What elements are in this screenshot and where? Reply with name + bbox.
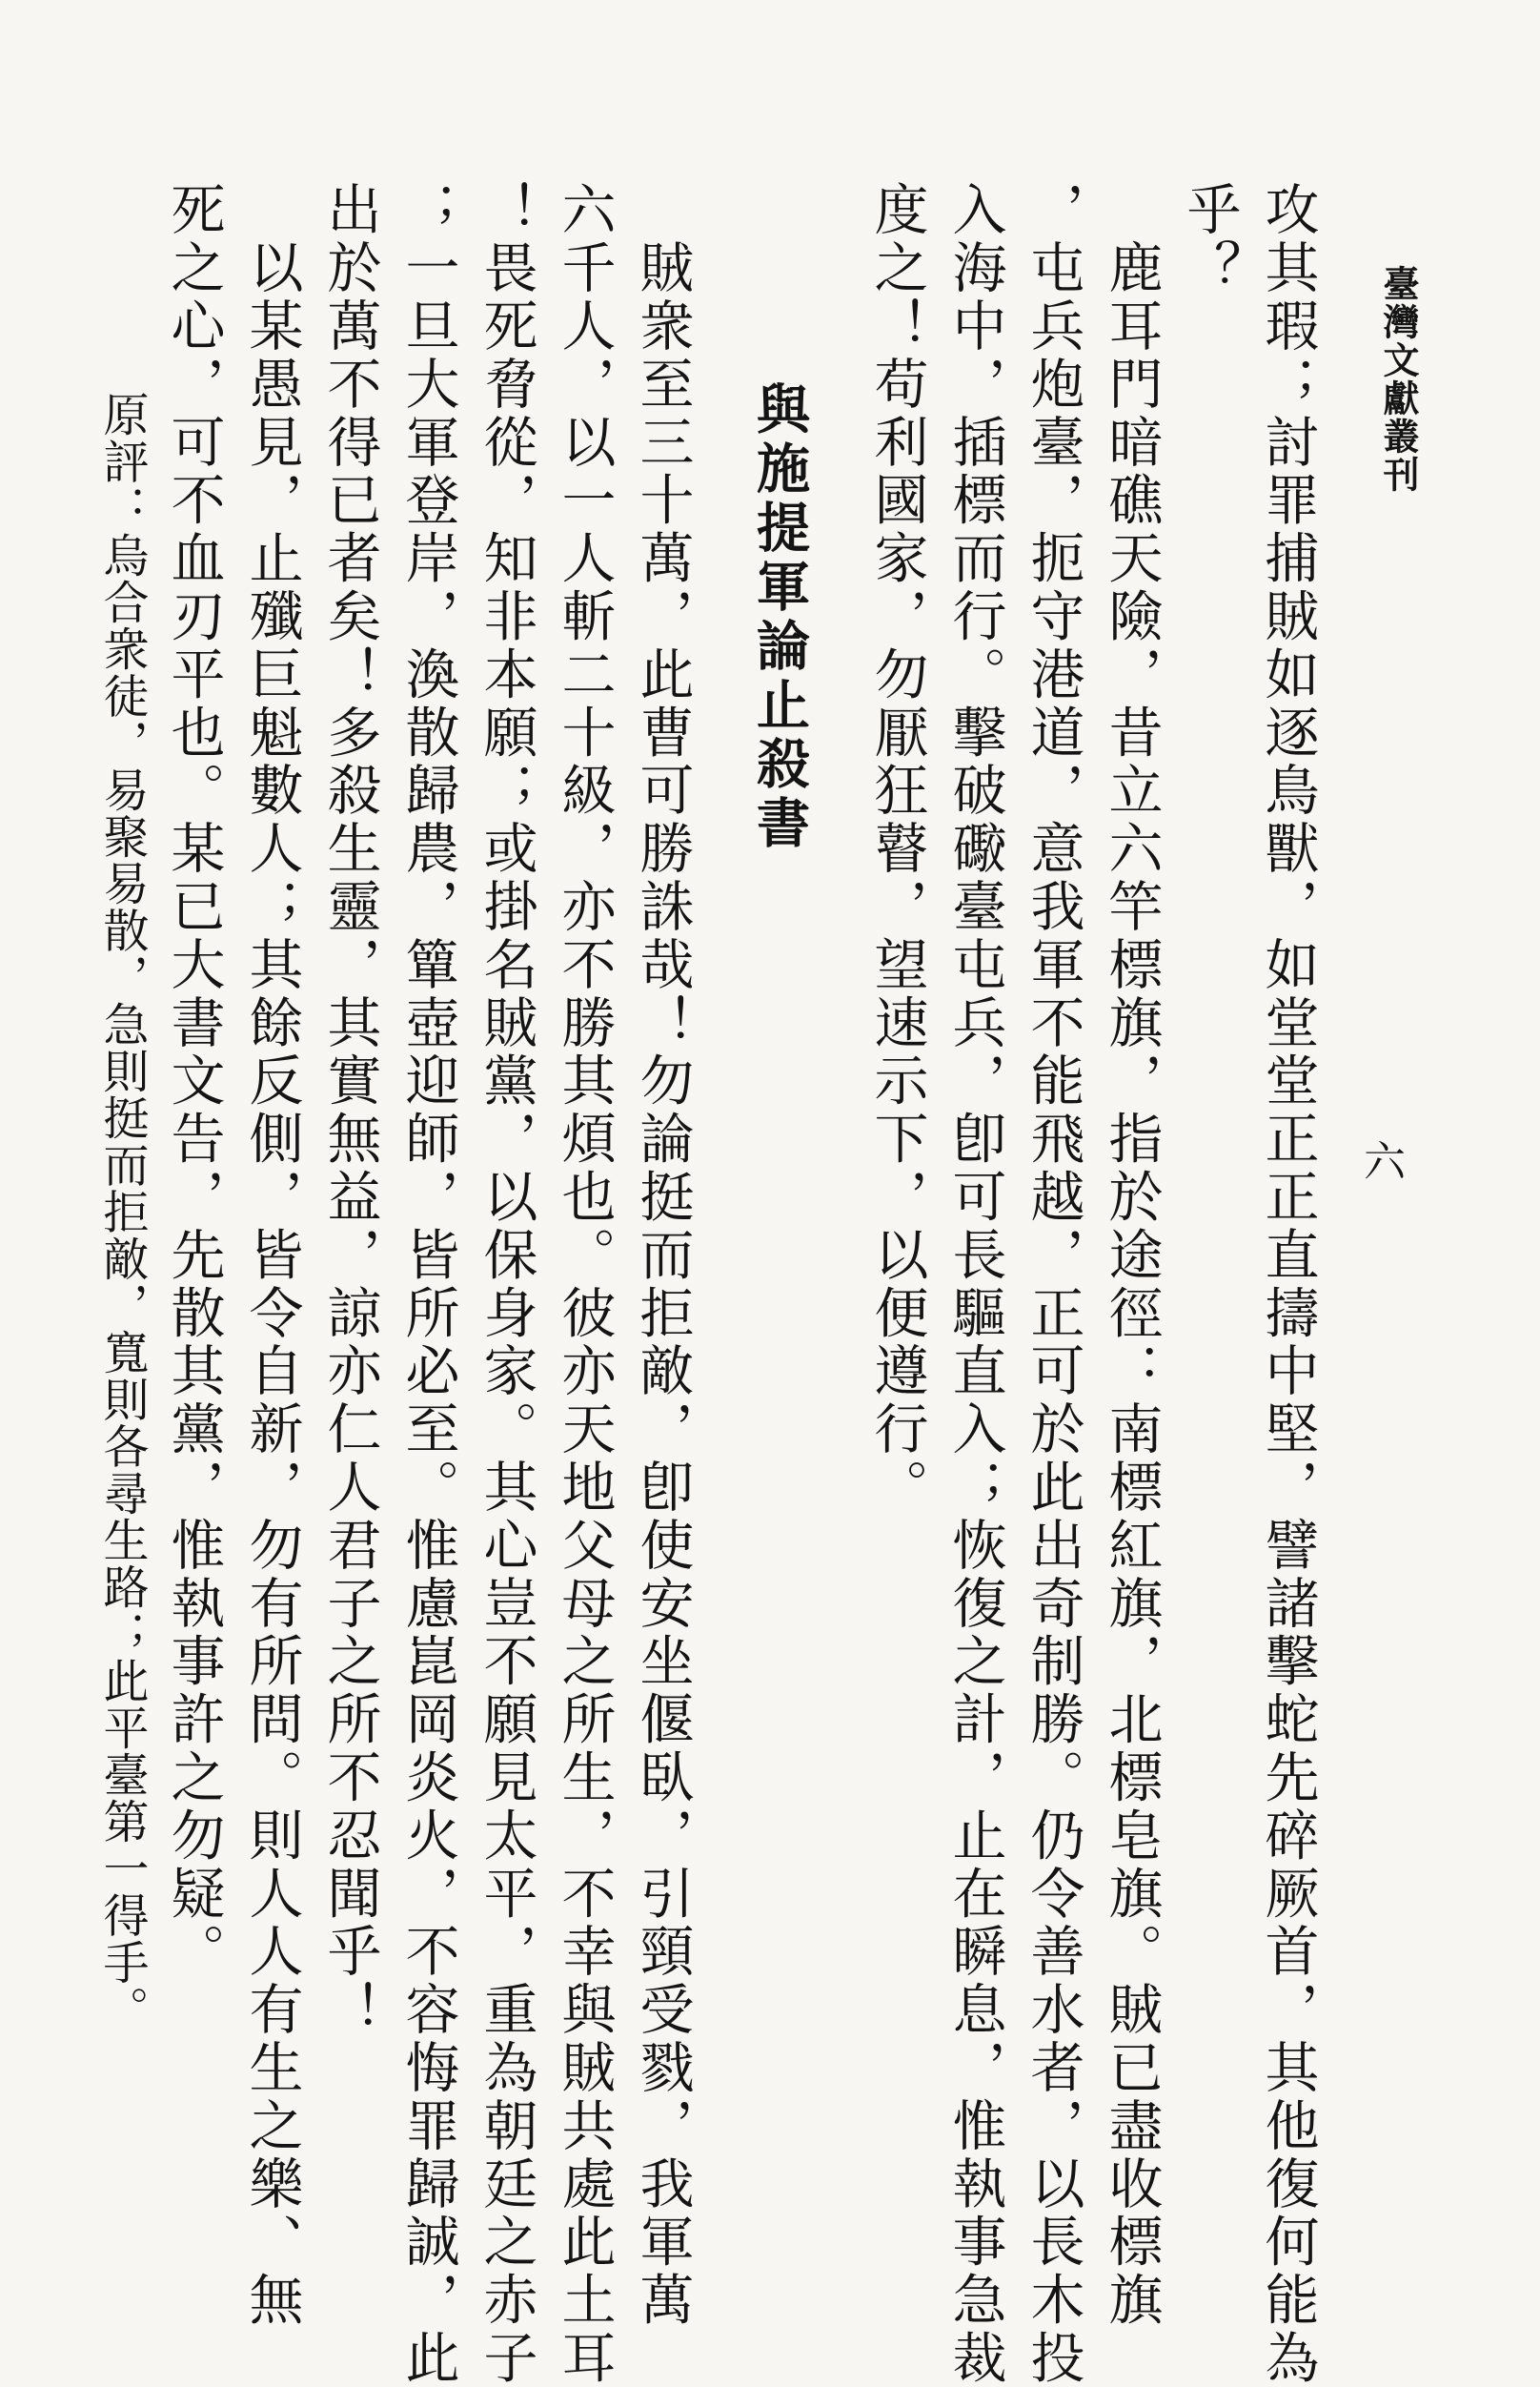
text-column: 攻其瑕；討罪捕賊如逐鳥獸，如堂堂正正直擣中堅，譬諸擊蛇先碎厥首，其他復何能為	[1256, 181, 1319, 2387]
letter-column: 賊衆至三十萬，此曹可勝誅哉！勿論挺而拒敵，卽使安坐偃臥，引頸受戮，我軍萬	[631, 181, 694, 2330]
text-column: 乎？	[1178, 181, 1241, 297]
letter-column: 六千人，以一人斬二十級，亦不勝其煩也。彼亦天地父母之所生，不幸與賊共處此土耳	[553, 181, 616, 2387]
text-column: 入海中，插標而行。擊破礮臺屯兵，卽可長驅直入；恢復之計，止在瞬息，惟執事急裁	[943, 181, 1006, 2387]
letter-column: 死之心，可不血刃平也。某已大書文告，先散其黨，惟執事許之勿疑。	[162, 181, 225, 1981]
text-column: ，屯兵炮臺，扼守港道，意我軍不能飛越，正可於此出奇制勝。仍令善水者，以長木投	[1022, 181, 1084, 2387]
running-header-title: 臺灣文獻叢刊	[1377, 265, 1420, 494]
letter-column: ；一旦大軍登岸，渙散歸農，簞壺迎師，皆所必至。惟慮崑岡炎火，不容悔罪歸誠，此	[396, 181, 459, 2387]
commentary-note: 原評：烏合衆徒，易聚易散，急則挺而拒敵，寬則各尋生路；此平臺第一得手。	[95, 391, 149, 2032]
letter-column: 以某愚見，止殲巨魁數人；其餘反側，皆令自新，勿有所問。則人人有生之樂、無	[240, 181, 303, 2330]
text-column: 鹿耳門暗礁天險，昔立六竿標旗，指於途徑：南標紅旗，北標皂旗。賊已盡收標旗	[1100, 181, 1163, 2330]
text-column: 度之！苟利國家，勿厭狂瞽，望速示下，以便遵行。	[865, 181, 928, 1517]
section-title: 與施提軍論止殺書	[748, 381, 811, 854]
page-number: 六	[1356, 1139, 1405, 1181]
letter-column: 出於萬不得已者矣！多殺生靈，其實無益，諒亦仁人君子之所不忍聞乎！	[318, 181, 381, 2039]
letter-column: ！畏死脅從，知非本願；或掛名賊黨，以保身家。其心豈不願見太平，重為朝廷之赤子	[475, 181, 537, 2387]
